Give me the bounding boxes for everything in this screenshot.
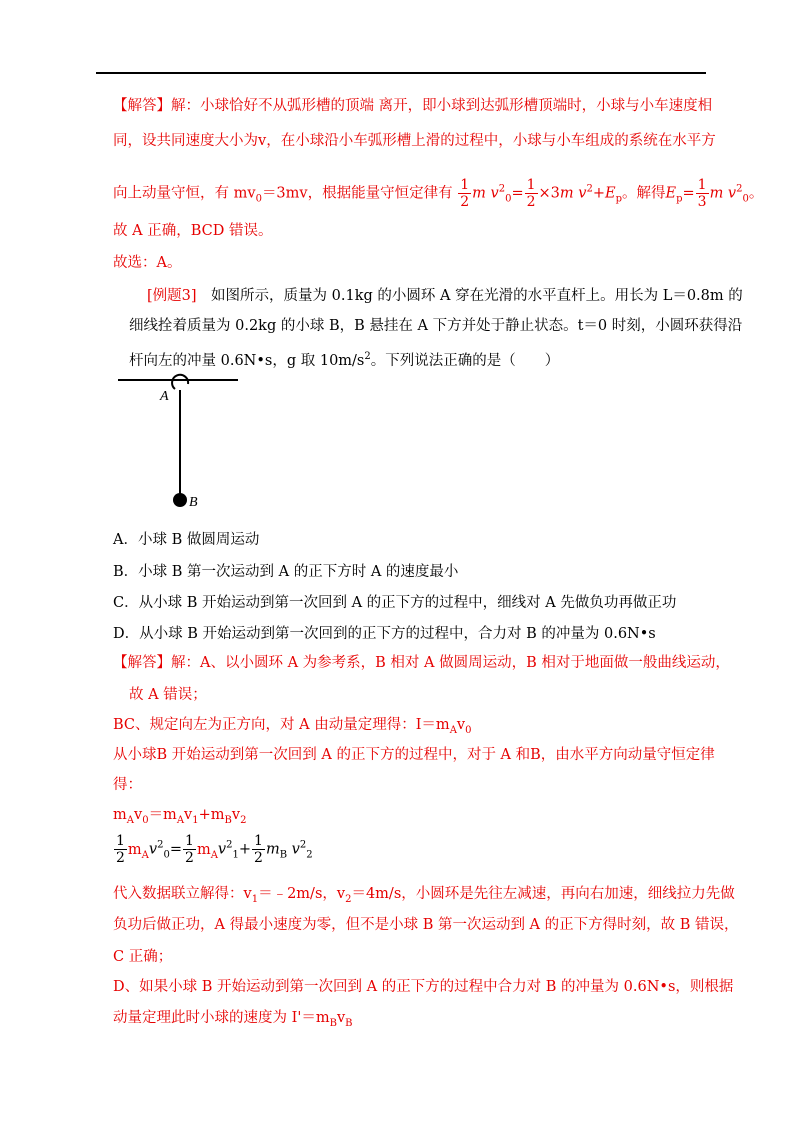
- answer1-line-5: 故选：A。: [113, 255, 182, 271]
- answer1-line-1: 【解答】解：小球恰好不从弧形槽的顶端 离开，即小球到达弧形槽顶端时，小球与小车速度相: [113, 98, 713, 114]
- answer2-line-3: BC、规定向左为正方向，对 A 由动量定理得：$I=m_Av_0$: [113, 717, 472, 736]
- pendulum-figure: [113, 370, 263, 515]
- example3-line-1: [例题3] 如图所示，质量为 0.1kg 的小圆环 A 穿在光滑的水平直杆上。用长为 L＝0.8m 的: [147, 288, 743, 304]
- answer2-line-2: 故 A 错误；: [129, 687, 207, 703]
- option-a: A．小球 B 做圆周运动: [113, 532, 260, 548]
- header-rule: [96, 72, 706, 74]
- answer2-line-8: 代入数据联立解得：$v_1=﹣2m/s$，$v_2=4m/s$，小圆环是先往左减速，再向右加速，细线拉力先做: [113, 886, 735, 905]
- option-d: D．从小球 B 开始运动到第一次回到的正下方的过程中，合力对 B 的冲量为 0.6N•s: [113, 626, 656, 642]
- answer2-line-11: D、如果小球 B 开始运动到第一次回到 A 的正下方的过程中合力对 B 的冲量为 0.6N•s，则根据: [113, 979, 734, 995]
- example3-line-3: 杆向左的冲量 0.6N•s，g 取 $10m/s^2$。下列说法正确的是（ ）: [129, 351, 560, 369]
- label-b: B: [189, 495, 198, 510]
- answer2-equation: $\frac{1}{2}$ $m_Av^2_0=$ $\frac{1}{2}$ $m_Av^2_1+$ $\frac{1}{2}$ $m_B$ $v^2_2$: [116, 833, 313, 866]
- ball-b: [173, 493, 187, 507]
- answer2-line-9: 负功后做正功，A 得最小速度为零，但不是小球 B 第一次运动到 A 的正下方得时刻，故 B 错误，: [113, 917, 739, 933]
- answer1-line-3: 向上动量守恒，有 $mv_0=3mv$，根据能量守恒定律有 $\frac{1}{2}$ m $v^2_0=$ $\frac{1}{2}$ ×3m $v^2+E_p$。解得$E_p=$ $\frac{1}{3}$ m $v^2_0$。: [113, 177, 764, 210]
- answer2-line-4: 从小球B 开始运动到第一次回到 A 的正下方的过程中，对于 A 和B，由水平方向动量守恒定律: [113, 747, 715, 763]
- ring-a: [172, 375, 188, 389]
- answer2-line-12: 动量定理此时小球的速度为 $I'=m_Bv_B$: [113, 1010, 353, 1029]
- answer2-line-10: C 正确；: [113, 949, 173, 965]
- example3-line-2: 细线拴着质量为 0.2kg 的小球 B，B 悬挂在 A 下方并处于静止状态。t＝0 时刻，小圆环获得沿: [129, 318, 743, 334]
- option-c: C．从小球 B 开始运动到第一次回到 A 的正下方的过程中，细线对 A 先做负功再做正功: [113, 595, 677, 611]
- option-b: B．小球 B 第一次运动到 A 的正下方时 A 的速度最小: [113, 564, 459, 580]
- answer2-line-1: 【解答】解：A、以小圆环 A 为参考系，B 相对 A 做圆周运动，B 相对于地面做一般曲线运动，: [113, 655, 730, 671]
- answer2-line-6: $m_Av_0=m_Av_1+m_Bv_2$: [113, 807, 247, 826]
- answer1-line-2: 同，设共同速度大小为v，在小球沿小车弧形槽上滑的过程中，小球与小车组成的系统在水平方: [113, 133, 716, 149]
- answer1-line-4: 故 A 正确，BCD 错误。: [113, 223, 273, 239]
- answer2-line-5: 得：: [113, 777, 142, 793]
- label-a: A: [160, 389, 169, 404]
